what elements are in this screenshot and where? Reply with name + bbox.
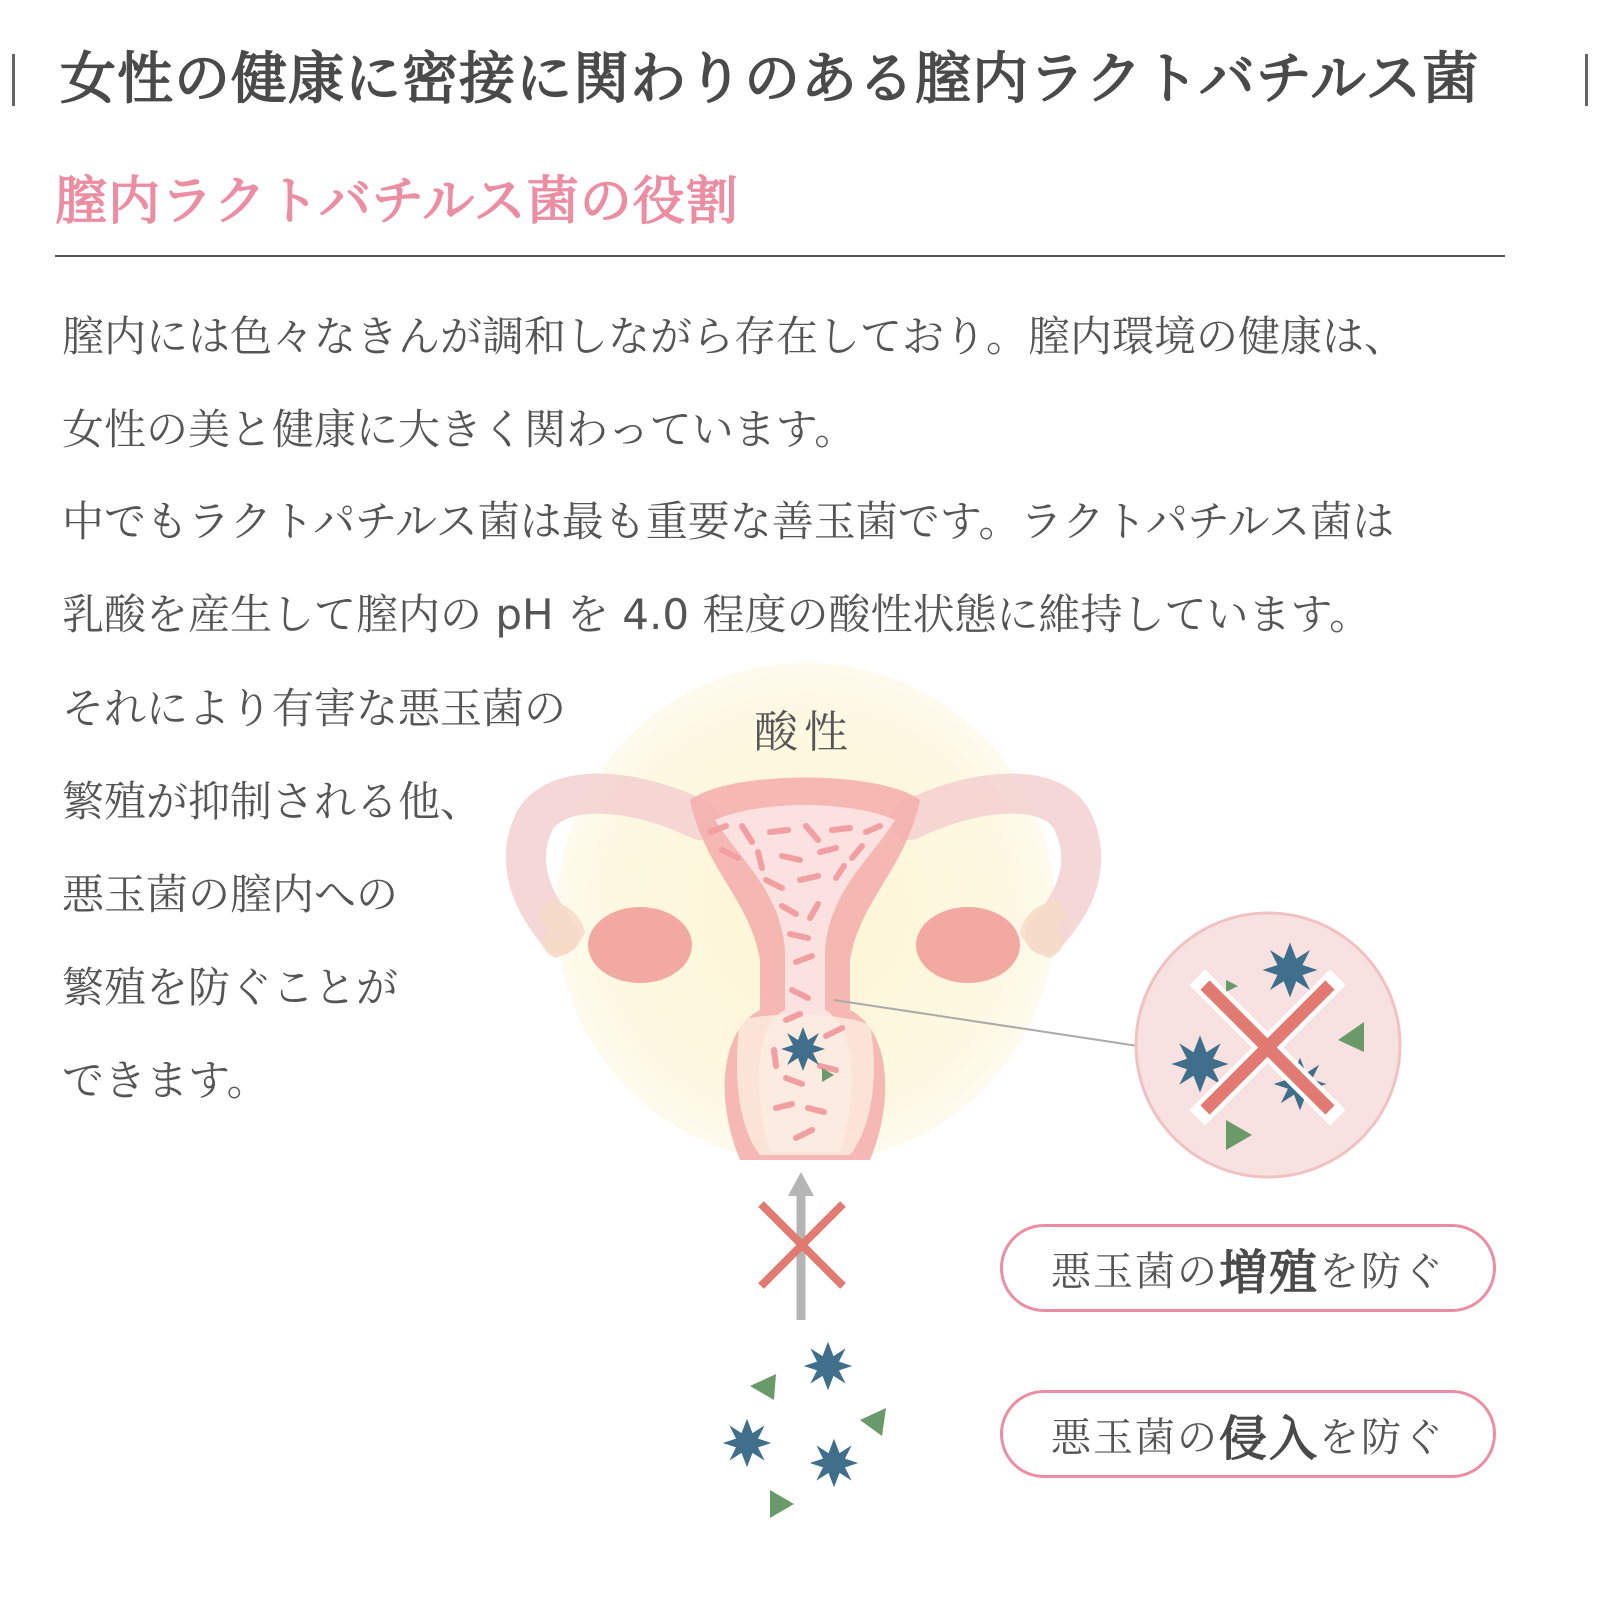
paragraph-lactobacillus-line-2: 乳酸を産生して膣内の pH を 4.0 程度の酸性状態に維持しています。 [62,590,1372,639]
paragraph-effects-line-2: 繁殖が抑制される他、 [62,777,483,826]
small-bad-bacteria-icon [781,1027,825,1071]
pill-prevent-growth-emphasis: 増殖 [1218,1244,1319,1301]
paragraph-effects-line-3: 悪玉菌の膣内への [62,870,399,919]
outside-bacteria [723,1342,886,1518]
paragraph-effects-line-5: できます。 [62,1056,269,1105]
bad-bacteria-icon [1263,943,1318,998]
paragraph-intro-line-2: 女性の美と健康に大きく関わっています。 [62,405,857,454]
bad-bacteria-icon [804,1342,852,1390]
triangle-bacteria-icon [770,1490,794,1518]
paragraph-effects-line-4: 繁殖を防ぐことが [62,963,399,1012]
up-arrow-head-icon [788,1172,814,1196]
pill-prevent-invasion-suffix: を防ぐ [1319,1414,1445,1461]
pill-prevent-growth-prefix: 悪玉菌の [1050,1248,1219,1295]
page-title: 女性の健康に密接に関わりのある膣内ラクトバチルス菌 [60,47,1480,112]
paragraph-effects-line-1: それにより有害な悪玉菌の [62,684,567,733]
paragraph-intro-line-1: 膣内には色々なきんが調和しながら存在しており。膣内環境の健康は、 [62,312,1407,361]
triangle-bacteria-icon [750,1374,776,1400]
bad-bacteria-icon [810,1439,858,1487]
bad-bacteria-icon [723,1419,771,1467]
pill-prevent-invasion-prefix: 悪玉菌の [1050,1414,1219,1461]
invasion-block [761,1172,843,1320]
paragraph-lactobacillus-line-1: 中でもラクトパチルス菌は最も重要な善玉菌です。ラクトパチルス菌は [62,497,1395,546]
pill-prevent-growth-suffix: を防ぐ [1319,1248,1445,1295]
acid-label: 酸性 [754,707,854,758]
zoom-circle [1136,913,1400,1177]
pill-prevent-invasion-emphasis: 侵入 [1218,1410,1319,1467]
pill-prevent-invasion [1000,1390,1496,1478]
pill-prevent-growth [1000,1224,1496,1312]
section-subtitle: 膣内ラクトバチルス菌の役割 [55,172,739,232]
triangle-bacteria-icon [860,1408,886,1436]
